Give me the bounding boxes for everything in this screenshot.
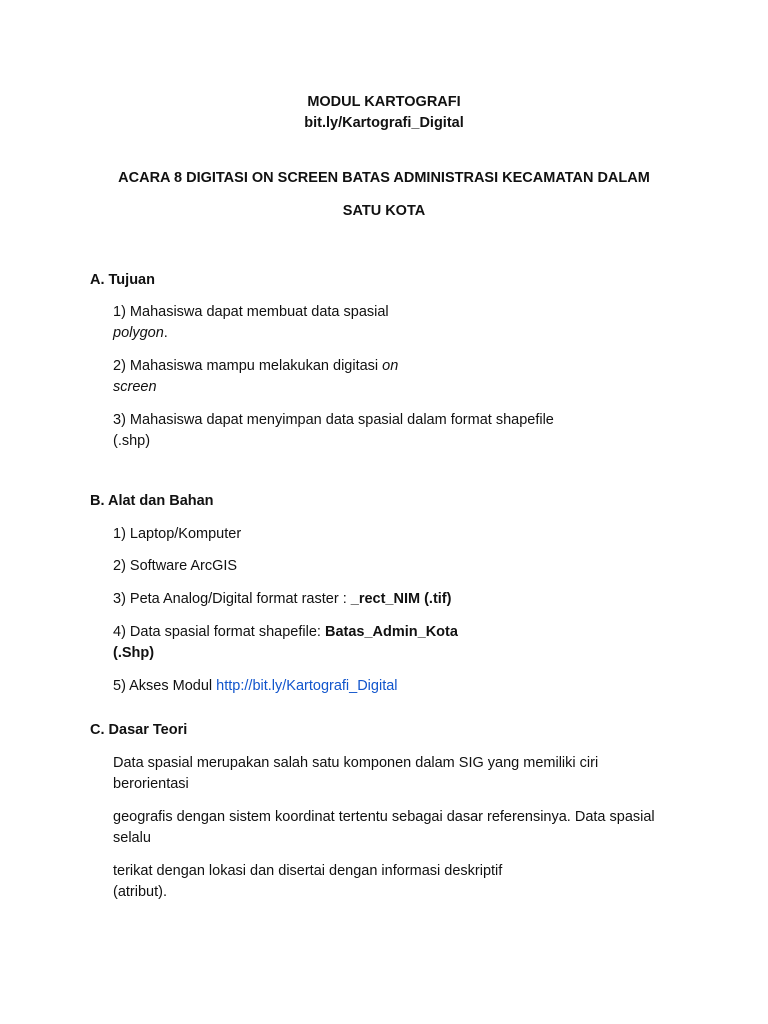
- tujuan-item-2-text: 2) Mahasiswa mampu melakukan digitasi: [113, 358, 383, 374]
- tujuan-item-3: 3) Mahasiswa dapat menyimpan data spasial dalam format shapefile: [113, 412, 554, 428]
- teori-para-2-line-1: geografis dengan sistem koordinat tertentu sebagai dasar referensinya. Data spasial: [113, 809, 655, 825]
- section-b-heading: B. Alat dan Bahan: [90, 493, 214, 509]
- alat-item-2: 2) Software ArcGIS: [113, 558, 238, 574]
- alat-item-3: [113, 591, 451, 607]
- teori-para-1-line-1: Data spasial merupakan salah satu komponen dalam SIG yang memiliki ciri: [113, 755, 599, 771]
- alat-item-5-text: 5) Akses Modul: [113, 678, 217, 694]
- teori-para-3-line-2: (atribut).: [113, 884, 167, 900]
- module-title: MODUL KARTOGRAFI: [307, 94, 461, 110]
- teori-para-3-line-1: terikat dengan lokasi dan disertai dengan informasi deskriptif: [113, 863, 503, 879]
- alat-item-4-text: 4) Data spasial format shapefile:: [113, 624, 325, 640]
- tujuan-item-1: 1) Mahasiswa dapat membuat data spasial: [113, 304, 389, 320]
- tujuan-item-3-cont: (.shp): [113, 433, 151, 449]
- alat-item-3-bold: _rect_NIM (.tif): [350, 591, 452, 607]
- section-c-heading: C. Dasar Teori: [90, 722, 188, 738]
- module-subtitle-link: bit.ly/Kartografi_Digital: [304, 115, 464, 131]
- alat-item-5: [113, 678, 398, 694]
- tujuan-item-2: [113, 358, 398, 374]
- acara-title-line-1: ACARA 8 DIGITASI ON SCREEN BATAS ADMINISTRASI KECAMATAN DALAM: [118, 170, 650, 186]
- tujuan-item-2-italic: on: [382, 358, 399, 374]
- alat-item-3-text: 3) Peta Analog/Digital format raster :: [113, 591, 351, 607]
- teori-para-2-line-2: selalu: [113, 830, 151, 846]
- tujuan-item-1-cont: [113, 325, 168, 341]
- alat-item-4-bold: Batas_Admin_Kota: [324, 624, 458, 640]
- tujuan-item-1-period: .: [163, 325, 168, 341]
- alat-item-4-cont: (.Shp): [113, 645, 155, 661]
- tujuan-item-2-cont: screen: [113, 379, 157, 395]
- acara-title-line-2: SATU KOTA: [342, 203, 426, 219]
- tujuan-item-1-italic: polygon: [113, 325, 164, 341]
- alat-item-1: 1) Laptop/Komputer: [113, 526, 242, 542]
- teori-para-1-line-2: berorientasi: [113, 776, 189, 792]
- modul-link[interactable]: http://bit.ly/Kartografi_Digital: [216, 678, 398, 694]
- alat-item-4: [113, 624, 458, 640]
- section-a-heading: A. Tujuan: [90, 272, 155, 288]
